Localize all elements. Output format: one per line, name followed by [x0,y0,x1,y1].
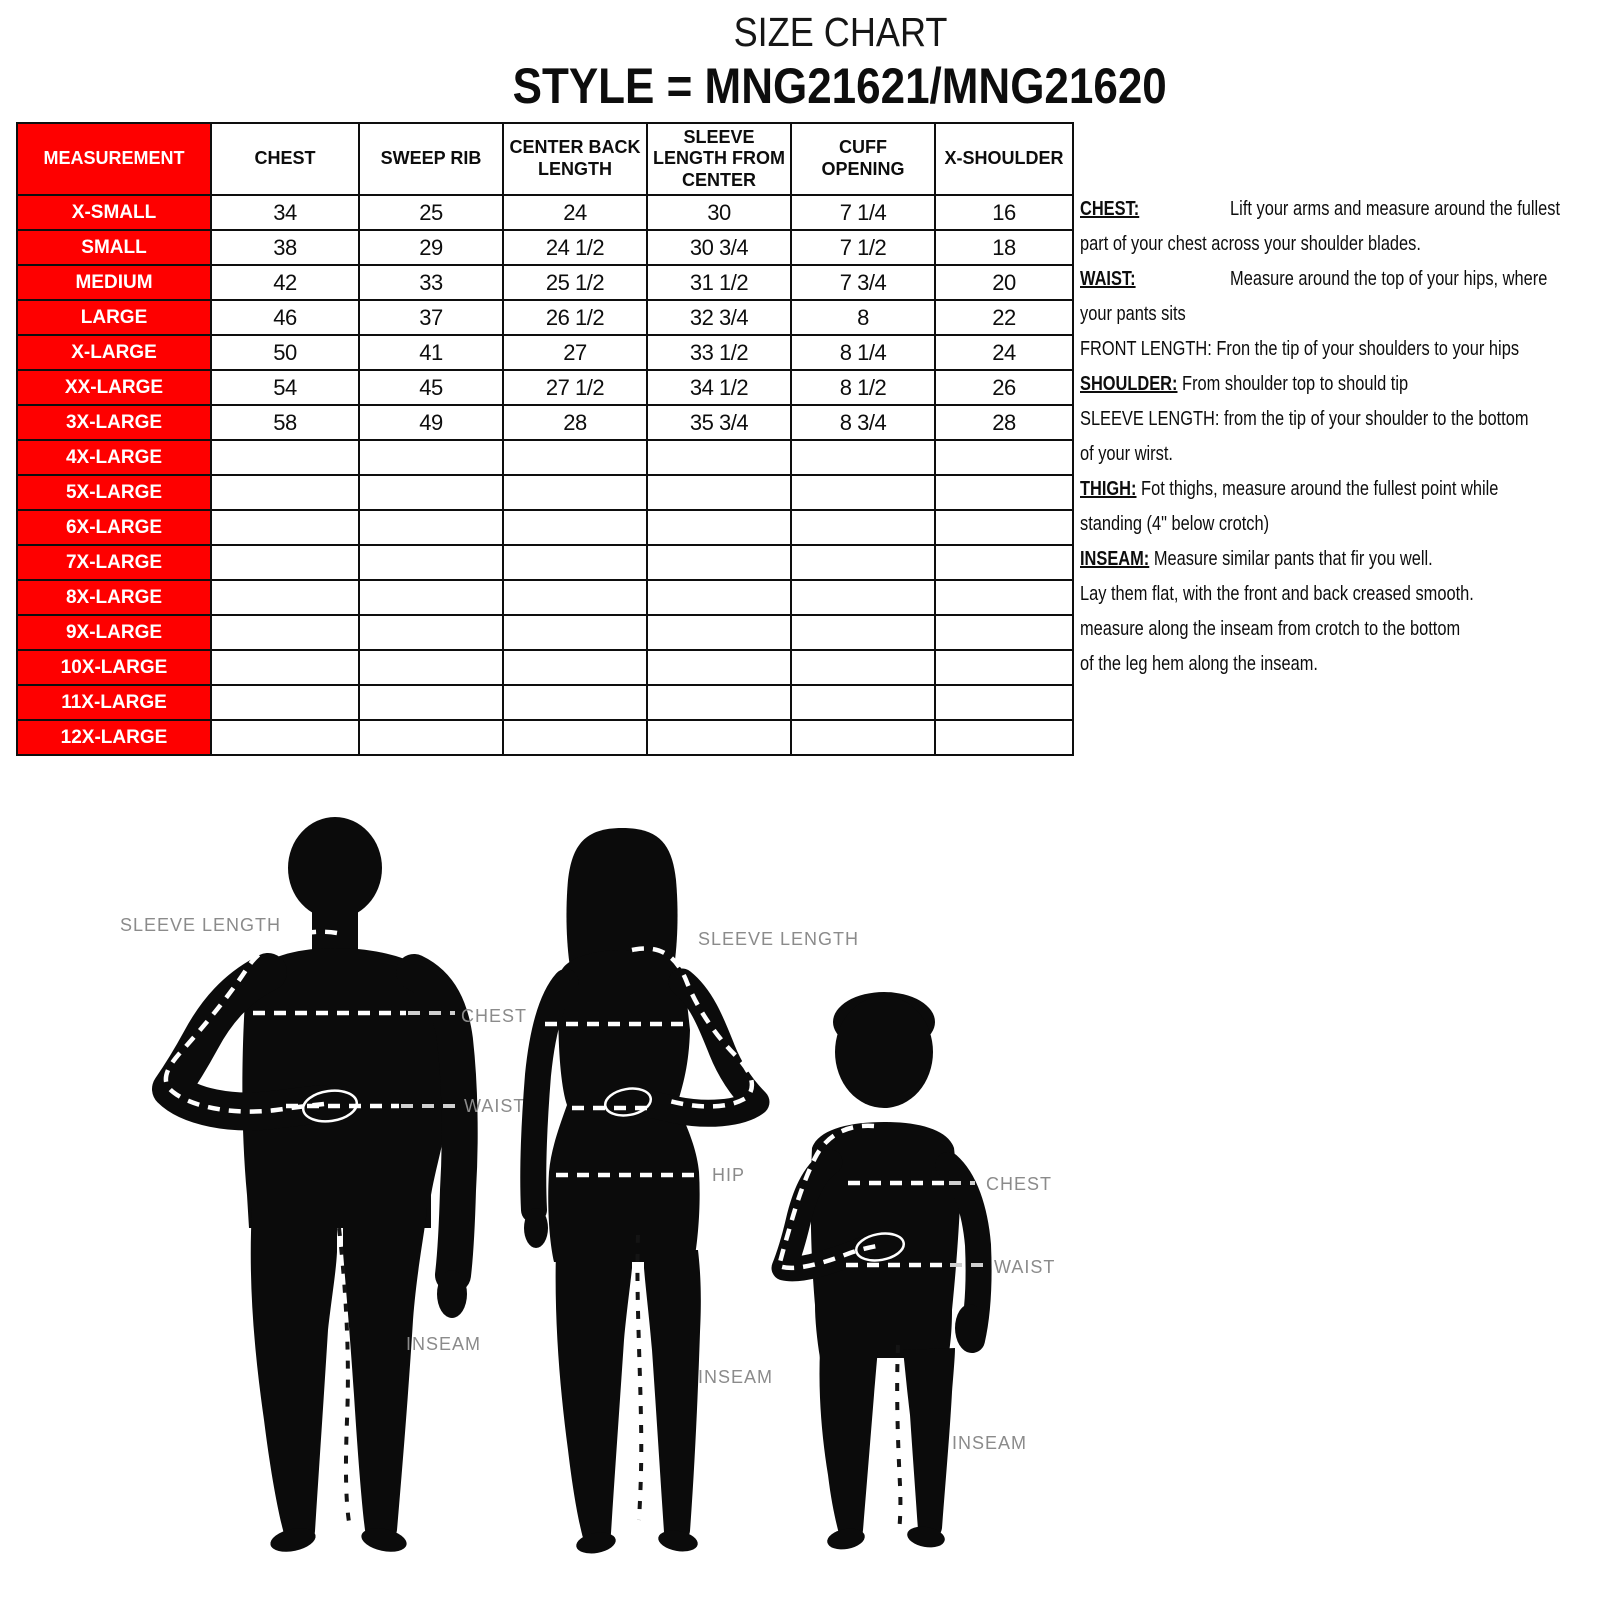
size-value-cell: 26 1/2 [503,300,647,335]
size-value-cell: 28 [503,405,647,440]
note-text: SLEEVE LENGTH: from the tip of your shoulder to the bottom [1080,408,1529,430]
size-row-label: 5X-LARGE [17,475,211,510]
woman-sleeve-label: SLEEVE LENGTH [698,929,860,949]
note-keyword: WAIST: [1080,268,1136,290]
size-row-label: MEDIUM [17,265,211,300]
note-text: your pants sits [1080,303,1186,325]
size-value-cell: 8 [791,300,935,335]
woman-inseam-label: INSEAM [698,1367,774,1387]
size-value-cell: 38 [211,230,359,265]
size-value-cell: 30 3/4 [647,230,791,265]
size-value-cell: 49 [359,405,503,440]
size-row-label: X-LARGE [17,335,211,370]
size-value-cell: 58 [211,405,359,440]
note-text: Measure around the top of your hips, where [1230,268,1548,290]
man-waist-label: WAIST [464,1096,526,1116]
child-chest-label: CHEST [986,1174,1053,1194]
size-value-cell: 18 [935,230,1073,265]
man-silhouette [120,817,527,1556]
note-text: part of your chest across your shoulder blades. [1080,233,1421,255]
size-value-cell: 25 1/2 [503,265,647,300]
size-value-cell: 45 [359,370,503,405]
size-value-cell: 25 [359,195,503,230]
column-header-cell: X-SHOULDER [935,123,1073,195]
size-row-label: 3X-LARGE [17,405,211,440]
child-inseam-line [897,1345,900,1532]
size-value-cell: 35 3/4 [647,405,791,440]
size-value-cell: 16 [935,195,1073,230]
note-keyword: SHOULDER: [1080,373,1178,395]
page-subtitle-text: STYLE = MNG21621/MNG21620 [512,58,1168,114]
page-title-text: SIZE CHART [733,9,947,55]
note-text: Fot thighs, measure around the fullest point while [1141,478,1499,500]
size-value-cell: 37 [359,300,503,335]
measurement-header-cell: MEASUREMENT [17,123,211,195]
size-value-cell: 34 1/2 [647,370,791,405]
size-row-label: LARGE [17,300,211,335]
note-keyword: THIGH: [1080,478,1137,500]
note-text: FRONT LENGTH: Fron the tip of your shoulders to your hips [1080,338,1520,360]
size-value-cell: 8 1/4 [791,335,935,370]
woman-hip-label: HIP [712,1165,746,1185]
note-text: From shoulder top to should tip [1182,373,1409,395]
size-row-label: X-SMALL [17,195,211,230]
size-value-cell: 46 [211,300,359,335]
size-row-label: 7X-LARGE [17,545,211,580]
size-value-cell: 30 [647,195,791,230]
child-inseam-label: INSEAM [952,1433,1028,1453]
size-row-label: 4X-LARGE [17,440,211,475]
size-value-cell: 27 1/2 [503,370,647,405]
size-row-label: 9X-LARGE [17,615,211,650]
column-header-cell: CHEST [211,123,359,195]
woman-inseam-line [637,1235,641,1520]
size-value-cell: 24 [503,195,647,230]
size-row-label: 11X-LARGE [17,685,211,720]
size-value-cell: 33 1/2 [647,335,791,370]
size-row-label: 8X-LARGE [17,580,211,615]
note-text: Measure similar pants that fir you well. [1153,548,1433,570]
note-text: standing (4" below crotch) [1080,513,1270,535]
size-value-cell: 8 1/2 [791,370,935,405]
size-value-cell: 7 1/2 [791,230,935,265]
note-text: Lift your arms and measure around the fullest [1230,198,1561,220]
size-row-label: 12X-LARGE [17,720,211,755]
note-keyword: CHEST: [1080,198,1140,220]
size-row-label: 6X-LARGE [17,510,211,545]
note-text: of your wirst. [1080,443,1173,465]
size-row-label: XX-LARGE [17,370,211,405]
column-header-cell: CUFF OPENING [791,123,935,195]
size-value-cell: 27 [503,335,647,370]
size-value-cell: 42 [211,265,359,300]
size-value-cell: 24 [935,335,1073,370]
size-value-cell: 34 [211,195,359,230]
column-header-cell: CENTER BACK LENGTH [503,123,647,195]
size-value-cell: 32 3/4 [647,300,791,335]
size-value-cell: 24 1/2 [503,230,647,265]
column-header-cell: SWEEP RIB [359,123,503,195]
size-value-cell: 22 [935,300,1073,335]
size-value-cell: 54 [211,370,359,405]
column-header-cell: SLEEVE LENGTH FROM CENTER [647,123,791,195]
man-inseam-label: INSEAM [406,1334,482,1354]
size-value-cell: 8 3/4 [791,405,935,440]
child-waist-label: WAIST [994,1257,1056,1277]
size-row-label: SMALL [17,230,211,265]
size-value-cell: 26 [935,370,1073,405]
size-value-cell: 33 [359,265,503,300]
man-chest-label: CHEST [461,1006,528,1026]
note-text: measure along the inseam from crotch to the bottom [1080,618,1461,640]
size-value-cell: 50 [211,335,359,370]
size-value-cell: 7 1/4 [791,195,935,230]
size-value-cell: 20 [935,265,1073,300]
size-value-cell: 31 1/2 [647,265,791,300]
size-value-cell: 7 3/4 [791,265,935,300]
size-value-cell: 29 [359,230,503,265]
size-value-cell: 28 [935,405,1073,440]
child-silhouette [779,992,1055,1552]
man-sleeve-label: SLEEVE LENGTH [120,915,282,935]
size-row-label: 10X-LARGE [17,650,211,685]
size-value-cell: 41 [359,335,503,370]
note-text: Lay them flat, with the front and back creased smooth. [1080,583,1474,605]
note-text: of the leg hem along the inseam. [1080,653,1318,675]
note-keyword: INSEAM: [1080,548,1150,570]
